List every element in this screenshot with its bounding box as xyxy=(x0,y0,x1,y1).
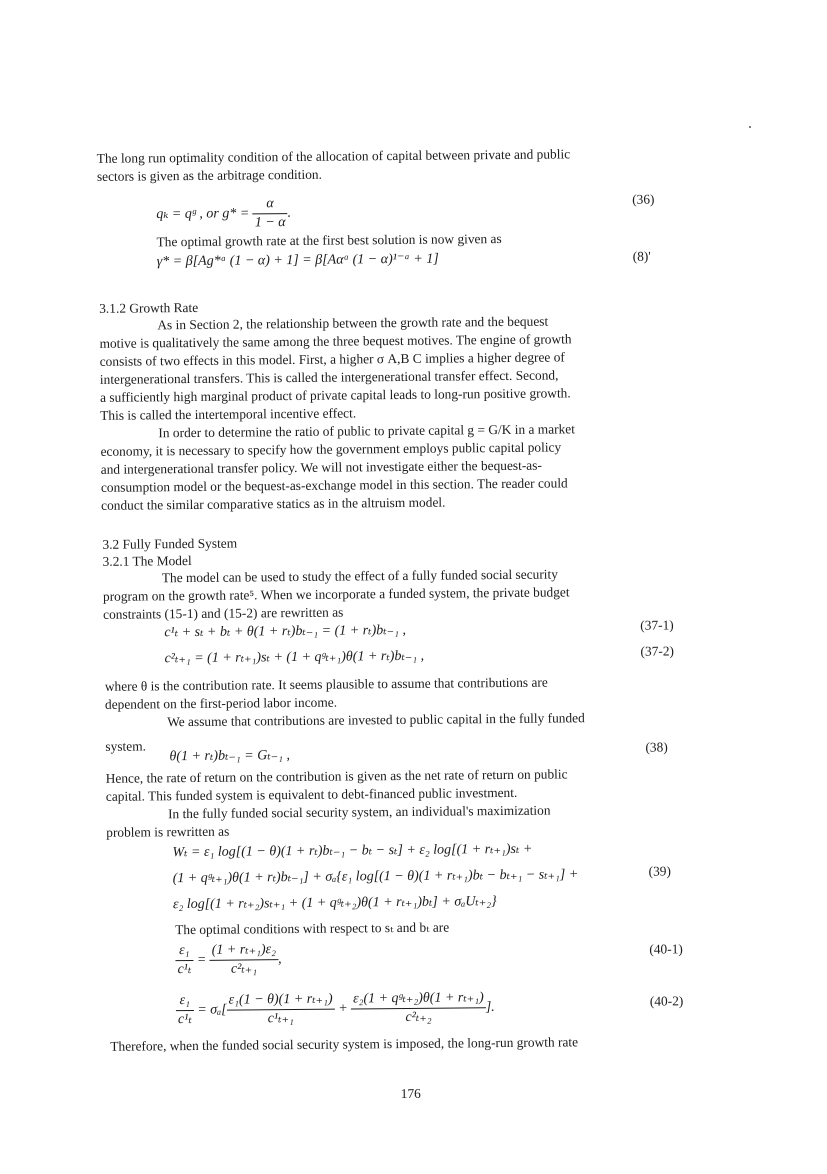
denominator: c¹ₜ xyxy=(177,962,192,978)
paragraph-line: consists of two effects in this model. First, a higher σ A,B C implies a higher degree of xyxy=(99,349,565,369)
denominator: c²ₜ₊₂ xyxy=(405,1009,432,1025)
numerator: ε₂(1 + qᵍₜ₊₂)θ(1 + rₜ₊₁) xyxy=(351,989,486,1009)
paragraph-line: The optimal growth rate at the first best solution is now given as xyxy=(156,231,502,250)
numerator: ε₁ xyxy=(176,992,194,1011)
fraction xyxy=(227,991,335,1029)
equation-40-1: $\frac{\text{ε₁}}{\text{c¹ₜ}}$ = $\frac{\text{(1 + rₜ₊₁)ε₂}}{\text{c²ₜ₊₁}}$ , xyxy=(175,941,281,979)
paragraph-line: The long run optimality condition of the allocation of capital between private and public xyxy=(96,146,571,166)
equation-number: (37-1) xyxy=(640,617,674,633)
equation-text: qₖ = qᵍ , or g* = xyxy=(156,206,253,223)
equation-number: (36) xyxy=(632,191,655,207)
equation-number: (8)' xyxy=(632,248,651,264)
paragraph-line: system. xyxy=(105,738,147,754)
numerator: (1 + rₜ₊₁)ε₂ xyxy=(210,941,278,961)
paragraph-line: problem is rewritten as xyxy=(106,823,230,840)
paragraph-line: intergenerational transfers. This is called the intergenerational transfer effect. Second, xyxy=(99,367,559,387)
equation-39-line-1: Wₜ = ε₁ log[(1 − θ)(1 + rₜ)bₜ₋₁ − bₜ − sₜ] + ε₂ log[(1 + rₜ₊₁)sₜ + xyxy=(172,841,533,861)
equation-number: (39) xyxy=(648,863,671,879)
equation-number: (38) xyxy=(645,739,668,755)
equation-40-2 xyxy=(176,989,495,1029)
equation-39-line-3: ε₂ log[(1 + rₜ₊₂)sₜ₊₁ + (1 + qᵍₜ₊₂)θ(1 + rₜ₊₁)bₜ] + σₐUₜ₊₂} xyxy=(172,894,497,913)
paragraph-line: where θ is the contribution rate. It seems plausible to assume that contributions are xyxy=(104,674,548,694)
paragraph-line: a sufficiently high marginal product of private capital leads to long-run positive growth. xyxy=(99,385,571,405)
equation-39-line-2: (1 + qᵍₜ₊₁)θ(1 + rₜ)bₜ₋₁] + σₐ{ε₁ log[(1 − θ)(1 + rₜ₊₁)bₜ − bₜ₊₁ − sₜ₊₁] + xyxy=(172,867,579,887)
paragraph-line: constraints (15-1) and (15-2) are rewritten as xyxy=(103,604,344,622)
equation-37-1: c¹ₜ + sₜ + bₜ + θ(1 + rₜ)bₜ₋₁ = (1 + rₜ)bₜ₋₁ , xyxy=(164,622,407,641)
paragraph-line: Therefore, when the funded social security system is imposed, the long-run growth rate xyxy=(110,1034,579,1054)
paragraph-line: motive is qualitatively the same among the three bequest motives. The engine of growth xyxy=(99,331,572,351)
paragraph-line: economy, it is necessary to specify how the government employs public capital policy xyxy=(100,439,562,459)
paragraph-line: In the fully funded social security system, an individual's maximization xyxy=(167,802,551,822)
paragraph-line: This is called the intertemporal incentive effect. xyxy=(100,405,357,423)
equation-operator: = σₐ[ xyxy=(193,1002,227,1018)
fraction xyxy=(253,195,288,232)
equation-37-2: c²ₜ₊₁ = (1 + rₜ₊₁)sₜ + (1 + qᵍₜ₊₁)θ(1 + rₜ)bₜ₋₁ , xyxy=(164,648,425,667)
subsection-heading: 3.2.1 The Model xyxy=(102,552,192,569)
denominator: c²ₜ₊₁ xyxy=(230,961,258,977)
paragraph-line: capital. This funded system is equivalent to debt-financed public investment. xyxy=(105,784,518,804)
paragraph-line: The model can be used to study the effect of a fully funded social security xyxy=(161,566,558,586)
paragraph-line: dependent on the first-period labor income. xyxy=(104,694,338,712)
numerator: ε₁ xyxy=(175,942,193,961)
equation-tail: . xyxy=(287,205,292,221)
numerator: α xyxy=(253,195,288,214)
paragraph-line: As in Section 2, the relationship between the growth rate and the bequest xyxy=(157,313,549,333)
fraction xyxy=(175,942,193,979)
paragraph-line: The optimal conditions with respect to sₜ and bₜ are xyxy=(175,919,450,938)
page-number: 176 xyxy=(400,1085,421,1102)
fraction xyxy=(176,992,194,1029)
equation-number: (40-1) xyxy=(649,941,683,957)
paragraph-line: and intergenerational transfer policy. We will not investigate either the bequest-as- xyxy=(100,457,542,477)
fraction xyxy=(351,989,486,1027)
paragraph-line: Hence, the rate of return on the contribution is given as the net rate of return on public xyxy=(105,766,568,786)
paragraph-line: We assume that contributions are invested to public capital in the fully funded xyxy=(167,710,585,730)
paragraph-line: In order to determine the ratio of public to private capital g = G/K in a market xyxy=(158,421,576,441)
section-heading: 3.2 Fully Funded System xyxy=(102,535,238,552)
equation-36 xyxy=(156,195,291,233)
equation-8: γ* = β[Ag*ᵃ (1 − α) + 1] = β[Aαᵃ (1 − α)¹⁻ᵃ + 1] xyxy=(156,251,439,270)
paragraph-line: conduct the similar comparative statics as in the altruism model. xyxy=(101,494,446,513)
denominator: c¹ₜ₊₁ xyxy=(267,1011,294,1027)
equation-tail: , xyxy=(278,951,282,967)
paragraph-line: sectors is given as the arbitrage condition. xyxy=(96,166,322,184)
denominator: c¹ₜ xyxy=(177,1012,192,1028)
paragraph-line: consumption model or the bequest-as-exchange model in this section. The reader could xyxy=(100,475,568,495)
fraction xyxy=(210,941,279,979)
denominator: 1 − α xyxy=(254,215,286,231)
section-heading: 3.1.2 Growth Rate xyxy=(99,299,199,316)
equation-tail: ]. xyxy=(485,999,495,1015)
numerator: ε₁(1 − θ)(1 + rₜ₊₁) xyxy=(227,991,335,1011)
scan-speck xyxy=(749,126,751,128)
equation-operator: + xyxy=(334,1001,352,1017)
equation-number: (37-2) xyxy=(640,643,675,659)
equation-38: θ(1 + rₜ)bₜ₋₁ = Gₜ₋₁ , xyxy=(169,748,291,765)
paragraph-line: program on the growth rate⁵. When we incorporate a funded system, the private budget xyxy=(102,584,570,604)
equation-number: (40-2) xyxy=(649,993,684,1009)
